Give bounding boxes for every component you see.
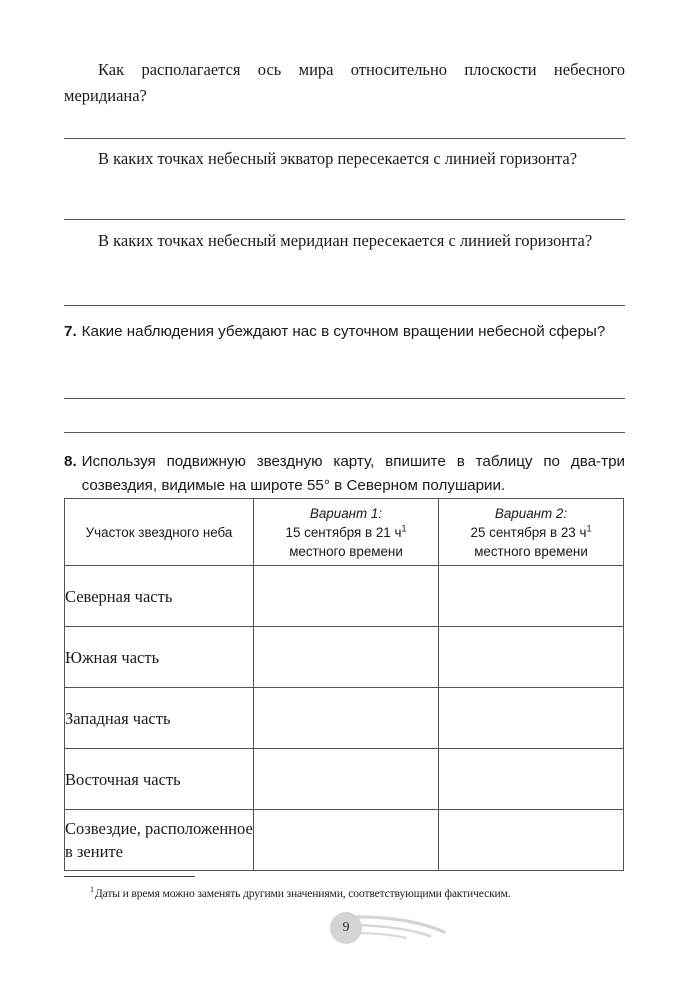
answer-cell-north-variant1[interactable]	[254, 566, 439, 627]
row-label-text: Восточная часть	[65, 769, 181, 789]
variant-2-label: Вариант 2:	[494, 505, 568, 521]
variant-1-timetype: местного времени	[289, 543, 403, 559]
footnote-text: Даты и время можно заменять другими значениями, соответствующими фактическим.	[94, 887, 511, 900]
answer-cell-south-variant2[interactable]	[439, 627, 624, 688]
header-cell-region	[65, 499, 254, 566]
question-axis-meridian	[64, 57, 625, 109]
footnote-marker: 1	[90, 885, 94, 895]
answer-cell-zenith-variant2[interactable]	[439, 810, 624, 871]
table-row	[65, 566, 624, 627]
header-cell-variant-2	[439, 499, 624, 566]
row-label-text: Южная часть	[65, 647, 160, 667]
variant-1-label: Вариант 1:	[309, 505, 383, 521]
footnote-separator	[64, 876, 195, 877]
answer-cell-east-variant1[interactable]	[254, 749, 439, 810]
table-row	[65, 627, 624, 688]
row-label-north	[65, 566, 254, 627]
answer-cell-zenith-variant1[interactable]	[254, 810, 439, 871]
answer-rule-2[interactable]	[64, 219, 625, 220]
variant-1-datetime: 15 сентября в 21 ч	[285, 524, 402, 540]
answer-rule-3[interactable]	[64, 305, 625, 306]
page-number-badge	[318, 908, 458, 956]
answer-cell-north-variant2[interactable]	[439, 566, 624, 627]
item-text: Какие наблюдения убеждают нас в суточном вращении небесной сферы?	[81, 323, 606, 340]
header-cell-variant-1	[254, 499, 439, 566]
variant-2-timetype: местного времени	[474, 543, 588, 559]
question-equator-horizon	[64, 146, 625, 172]
row-label-zenith	[65, 810, 254, 871]
answer-cell-west-variant2[interactable]	[439, 688, 624, 749]
question-text: В каких точках небесный экватор пересекается с линией горизонта?	[98, 149, 578, 168]
item-text: Используя подвижную звездную карту, впишите в таблицу по два-три созвездия, видимые на широте 55° в Северном полушарии.	[81, 453, 625, 494]
numbered-item-8	[64, 450, 625, 498]
row-label-text: Западная часть	[65, 708, 171, 728]
row-label-east	[65, 749, 254, 810]
header-region-label: Участок звездного неба	[85, 524, 233, 540]
answer-rule-1[interactable]	[64, 138, 625, 139]
answer-rule-4[interactable]	[64, 398, 625, 399]
question-meridian-horizon	[64, 228, 625, 254]
question-text: В каких точках небесный меридиан пересекается с линией горизонта?	[98, 231, 593, 250]
table-header-row	[65, 499, 624, 566]
question-text: Как располагается ось мира относительно плоскости небесного меридиана?	[64, 60, 625, 105]
answer-cell-east-variant2[interactable]	[439, 749, 624, 810]
item-number: 8.	[64, 453, 77, 470]
answer-cell-west-variant1[interactable]	[254, 688, 439, 749]
variant-1-footnote-marker: 1	[401, 523, 407, 534]
table-row	[65, 810, 624, 871]
table-row	[65, 749, 624, 810]
numbered-item-7	[64, 320, 625, 344]
row-label-text: Созвездие, расположенное в зените	[65, 819, 253, 861]
answer-cell-south-variant1[interactable]	[254, 627, 439, 688]
footnote	[90, 886, 630, 901]
answer-rule-5[interactable]	[64, 432, 625, 433]
page-number-circle	[330, 912, 362, 944]
row-label-west	[65, 688, 254, 749]
row-label-south	[65, 627, 254, 688]
item-number: 7.	[64, 323, 77, 340]
variant-2-footnote-marker: 1	[586, 523, 592, 534]
page-number-text: 9	[342, 920, 350, 935]
table-row	[65, 688, 624, 749]
constellation-table	[64, 498, 624, 871]
variant-2-datetime: 25 сентября в 23 ч	[470, 524, 587, 540]
row-label-text: Северная часть	[65, 586, 173, 606]
